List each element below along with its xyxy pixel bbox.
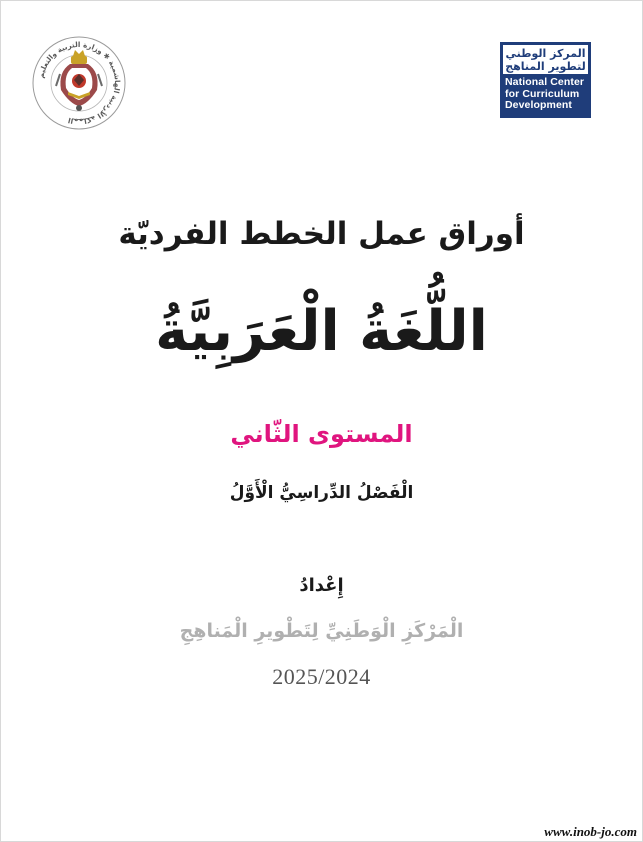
nccd-arabic-line1: المركز الوطني (505, 47, 586, 60)
academic-year: 2025/2024 (272, 664, 371, 689)
crest-icon (56, 50, 102, 111)
nccd-logo (500, 42, 591, 118)
nccd-english-line2: for Curriculum (505, 87, 580, 100)
level-label: المستوى الثّاني (230, 420, 413, 448)
nccd-english-line1: National Center (505, 76, 585, 88)
website-watermark: www.inob-jo.com (544, 824, 637, 839)
nccd-english-line3: Development (505, 99, 573, 111)
nccd-logo-english (503, 74, 588, 112)
cover-subject-title: اللُّغَةُ الْعَرَبِيَّةُ (155, 299, 488, 364)
prepared-label: إِعْدادُ (299, 575, 344, 596)
prepared-by-org: الْمَرْكَزِ الْوَطَنِيِّ لِتَطْويرِ الْمَناهِجِ (179, 620, 464, 642)
semester-label: الْفَصْلُ الدِّراسِيُّ الْأَوَّلُ (229, 483, 414, 503)
ministry-seal-logo (30, 34, 128, 132)
nccd-logo-arabic (503, 45, 588, 74)
nccd-arabic-line2: لتطوير المناهج (505, 60, 586, 73)
seal-ring-text: المملكة الأردنية الهاشمية ✱ وزارة التربية والتعليم (36, 39, 123, 127)
cover-subtitle: أوراق عمل الخطط الفرديّة (118, 216, 525, 252)
